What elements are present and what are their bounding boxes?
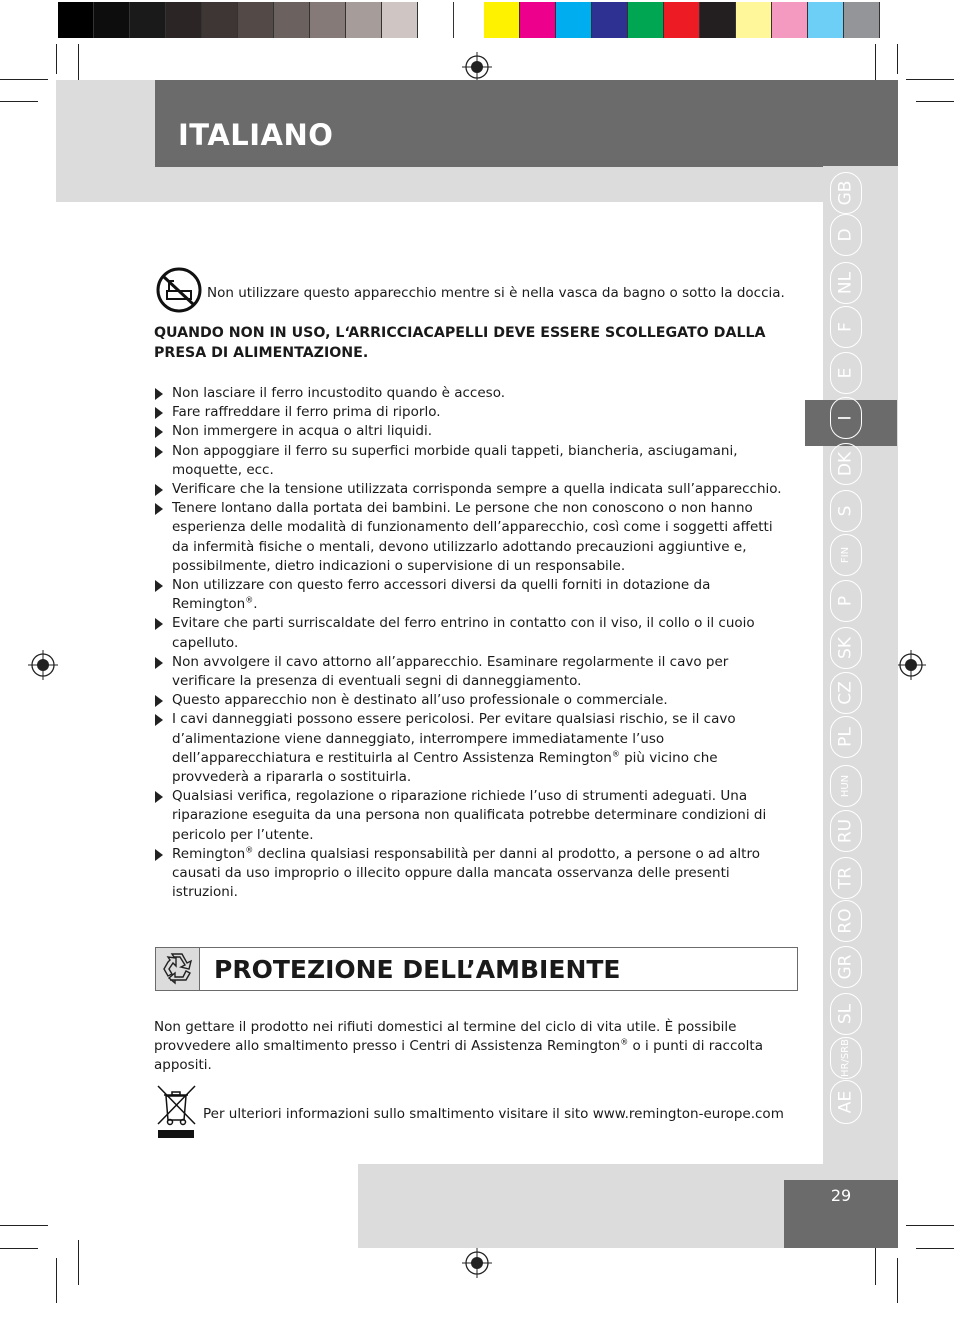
recycle-icon — [156, 948, 198, 990]
language-tab-label: TR — [835, 866, 856, 890]
recycle-icon-box — [156, 948, 200, 990]
environment-text: Non gettare il prodotto nei rifiuti domestici al termine del ciclo di vita utile. È possibile provvedere allo smaltimento presso i Centri di Assistenza Remington® o i punti di raccolta appositi. — [154, 1019, 763, 1074]
list-item — [154, 480, 784, 499]
language-tab-ae[interactable] — [830, 1080, 862, 1124]
bullet-triangle-icon — [155, 657, 163, 669]
language-tab-label: S — [835, 505, 856, 517]
no-bath-icon — [156, 267, 202, 313]
color-swatch — [310, 2, 346, 38]
registration-mark-icon — [462, 1248, 492, 1278]
list-item — [154, 576, 784, 614]
crossed-bin-icon — [155, 1082, 197, 1140]
list-item — [154, 403, 784, 422]
language-tab-label: RO — [835, 908, 856, 934]
list-item — [154, 442, 784, 480]
page-number: 29 — [830, 1186, 852, 1205]
bullet-triangle-icon — [155, 849, 163, 861]
list-item-text: Qualsiasi verifica, regolazione o riparazione richiede l’uso di strumenti adeguati. Una riparazione eseguita da una persona non qualificata potrebbe determinare condizioni di pericolo per l’utente. — [172, 788, 767, 843]
language-tab-tr[interactable] — [830, 857, 862, 899]
language-tab-label: E — [835, 367, 856, 379]
language-tab-label: SK — [835, 637, 856, 659]
color-swatch — [736, 2, 772, 38]
registration-mark-icon — [462, 52, 492, 82]
language-tab-gr[interactable] — [830, 946, 862, 988]
page-number-box — [784, 1180, 898, 1248]
language-tab-d[interactable] — [830, 214, 862, 256]
list-item — [154, 422, 784, 441]
no-bath-warning-text: Non utilizzare questo apparecchio mentre si è nella vasca da bagno o sotto la doccia. — [207, 285, 785, 301]
bullet-triangle-icon — [155, 426, 163, 438]
crop-mark — [0, 79, 48, 80]
language-tab-s[interactable] — [830, 490, 862, 532]
list-item-text: Fare raffreddare il ferro prima di riporlo. — [172, 404, 441, 421]
language-tab-label: P — [835, 595, 856, 607]
color-swatch-strip-color — [484, 2, 880, 38]
list-item-text: Tenere lontano dalla portata dei bambini. Le persone che non conoscono o non hanno esperienza delle modalità di funzionamento dell’apparecchio, così come i soggetti affetti da infermità fisiche o mentali, devono utilizzarlo adottando precauzioni aggiuntive e, possibilmente, dietro indicazioni o supervisione di un responsabile. — [172, 500, 773, 574]
crop-mark — [906, 1225, 954, 1226]
language-tab-ro[interactable] — [830, 900, 862, 942]
language-tab-label: PL — [835, 727, 856, 747]
list-item — [154, 845, 784, 903]
list-item — [154, 614, 784, 652]
color-swatch — [94, 2, 130, 38]
color-swatch — [808, 2, 844, 38]
unplug-warning-heading: QUANDO NON IN USO, L‘ARRICCIACAPELLI DEVE ESSERE SCOLLEGATO DALLA PRESA DI ALIMENTAZIONE. — [154, 325, 766, 361]
language-tab-dk[interactable] — [830, 443, 862, 485]
list-item-text: Non appoggiare il ferro su superfici morbide quali tappeti, biancheria, asciugamani, moquette, ecc. — [172, 442, 738, 478]
crop-mark — [916, 101, 954, 102]
language-tab-label: DK — [835, 451, 856, 477]
bullet-triangle-icon — [155, 714, 163, 726]
color-swatch — [592, 2, 628, 38]
bullet-triangle-icon — [155, 407, 163, 419]
color-swatch-strip-grey — [58, 2, 454, 38]
bullet-triangle-icon — [155, 446, 163, 458]
bullet-triangle-icon — [155, 503, 163, 515]
color-swatch — [130, 2, 166, 38]
crop-mark — [916, 1248, 954, 1249]
language-tab-label: HUN — [840, 774, 851, 798]
environment-section-header — [155, 947, 798, 991]
crop-mark — [0, 1225, 48, 1226]
bullet-triangle-icon — [155, 388, 163, 400]
bullet-triangle-icon — [155, 618, 163, 630]
color-swatch — [664, 2, 700, 38]
list-item-text: Questo apparecchio non è destinato all’uso professionale o commerciale. — [172, 692, 668, 709]
language-tab-cz[interactable] — [830, 672, 862, 714]
language-tab-label: HR/SRB — [840, 1039, 851, 1077]
color-swatch — [238, 2, 274, 38]
color-swatch — [418, 2, 454, 38]
language-tab-nl[interactable] — [830, 262, 862, 304]
crop-mark — [56, 1258, 57, 1303]
color-swatch — [484, 2, 520, 38]
color-swatch — [274, 2, 310, 38]
list-item — [154, 499, 784, 576]
crop-mark — [0, 101, 38, 102]
weee-info-text: Per ulteriori informazioni sullo smaltimento visitare il sito www.remington-europe.com — [203, 1106, 784, 1122]
color-swatch — [166, 2, 202, 38]
list-item — [154, 653, 784, 691]
language-tab-label: SL — [835, 1003, 856, 1025]
bullet-triangle-icon — [155, 484, 163, 496]
color-swatch — [772, 2, 808, 38]
crop-mark — [906, 79, 954, 80]
language-tab-f[interactable] — [830, 306, 862, 348]
crop-mark — [78, 1240, 79, 1285]
list-item — [154, 691, 784, 710]
list-item-text: Non utilizzare con questo ferro accessori diversi da quelli forniti in dotazione da Remington®. — [172, 577, 711, 613]
language-tab-i[interactable] — [830, 397, 862, 439]
crop-mark — [0, 1248, 38, 1249]
list-item-text: Remington® declina qualsiasi responsabilità per danni al prodotto, a persone o ad altro causati da uso improprio o illecito oppure dalla mancata osservanza delle presenti istruzioni. — [172, 845, 760, 901]
color-swatch — [556, 2, 592, 38]
color-swatch — [844, 2, 880, 38]
language-tab-fin[interactable] — [830, 534, 862, 576]
list-item-text: Evitare che parti surriscaldate del ferro entrino in contatto con il viso, il collo o il cuoio capelluto. — [172, 615, 755, 651]
color-swatch — [346, 2, 382, 38]
environment-section-title: PROTEZIONE DELL’AMBIENTE — [214, 955, 621, 984]
language-tab-label: RU — [835, 818, 856, 844]
language-tab-e[interactable] — [830, 352, 862, 394]
color-swatch — [520, 2, 556, 38]
bullet-triangle-icon — [155, 695, 163, 707]
language-tab-gb[interactable] — [830, 172, 862, 214]
list-item-text: Non immergere in acqua o altri liquidi. — [172, 423, 433, 440]
list-item — [154, 787, 784, 845]
language-tab-sk[interactable] — [830, 627, 862, 669]
color-swatch — [58, 2, 94, 38]
language-tab-ru[interactable] — [830, 810, 862, 852]
language-tab-sl[interactable] — [830, 993, 862, 1035]
language-tab-label: GB — [835, 180, 856, 206]
crop-mark — [897, 44, 898, 74]
list-item-text: Non lasciare il ferro incustodito quando è acceso. — [172, 385, 506, 401]
registration-mark-icon — [896, 650, 926, 680]
language-tab-label: NL — [835, 271, 856, 295]
list-item-text: Non avvolgere il cavo attorno all’apparecchio. Esaminare regolarmente il cavo per verificare la presenza di eventuali segni di danneggiamento. — [172, 653, 729, 690]
language-tab-label: D — [835, 228, 856, 242]
list-item — [154, 384, 784, 403]
list-item-text: Verificare che la tensione utilizzata corrisponda sempre a quella indicata sull’apparecchio. — [172, 481, 782, 498]
safety-bullet-list — [154, 384, 784, 902]
language-tab-pl[interactable] — [830, 716, 862, 758]
language-tab-p[interactable] — [830, 580, 862, 622]
crop-mark — [56, 44, 57, 74]
color-swatch — [700, 2, 736, 38]
language-tab-label: GR — [835, 954, 856, 980]
page-title: ITALIANO — [178, 118, 334, 152]
bullet-triangle-icon — [155, 791, 163, 803]
color-swatch — [382, 2, 418, 38]
language-tab-label: F — [835, 322, 856, 332]
language-tab-label: I — [835, 415, 856, 421]
color-swatch — [628, 2, 664, 38]
language-tab-hun[interactable] — [830, 765, 862, 807]
list-item-text: I cavi danneggiati possono essere pericolosi. Per evitare qualsiasi rischio, se il cavo d’alimentazione viene danneggiato, interrompere immediatamente l’uso dell’apparecchiatura e restituirla al Centro Assistenza Remington® più vicino che provvederà a ripararla o sostituirla. — [172, 711, 736, 786]
crop-mark — [897, 1258, 898, 1303]
language-tab-label: FIN — [840, 546, 851, 564]
bullet-triangle-icon — [155, 580, 163, 592]
registration-mark-icon — [28, 650, 58, 680]
language-tab-label: AE — [835, 1090, 856, 1114]
language-tab-hr-srb[interactable] — [830, 1037, 862, 1079]
language-tab-label: CZ — [835, 681, 856, 705]
list-item — [154, 710, 784, 787]
color-swatch — [202, 2, 238, 38]
